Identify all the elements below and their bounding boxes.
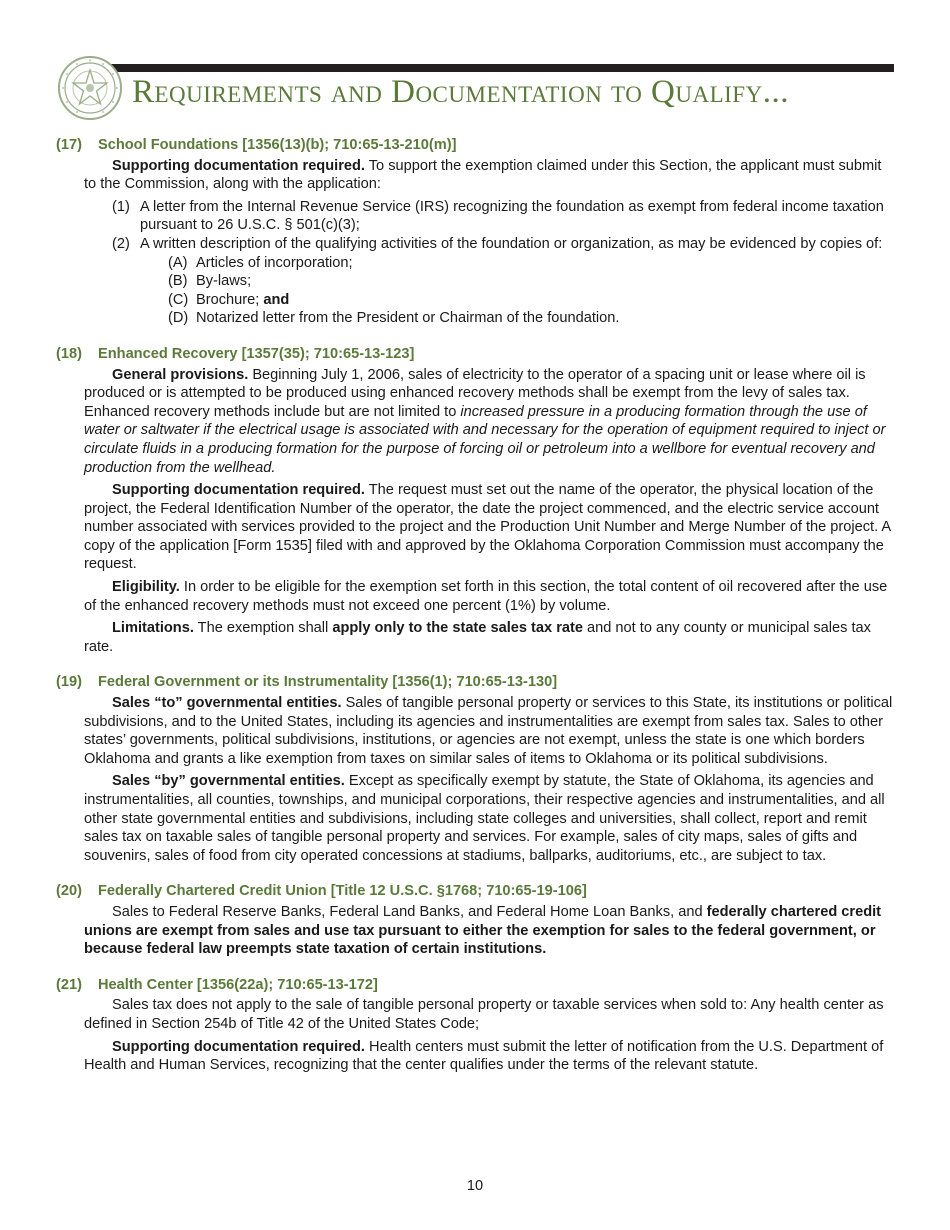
section-21: [56, 976, 896, 1075]
paragraph: [84, 996, 896, 1033]
list-item: [112, 235, 896, 328]
paragraph-text: Beginning July 1, 2006, sales of electricity to the operator of a spacing unit or lease where oil is produced or is attempted to be produced using enhanced recovery methods shall be exempt from the levy of sales tax. Enhanced recovery methods include but are not limited to: [84, 366, 866, 420]
paragraph-text: Except as specifically exempt by statute, the State of Oklahoma, its agencies and instrumentalities, all counties, townships, and municipal corporations, their respective agencies and instrumentalities, and all other state governmental entities and subdivisions, including state colleges and universities, shall collect, report and remit sales tax on taxable sales of tangible personal property and services. For example, sales of city maps, sales of gifts and souvenirs, sales of food from city operated concessions at stadiums, ballparks, auditoriums, etc., are subject to tax.: [84, 773, 885, 864]
section-19: [56, 673, 896, 865]
list-item-bold: and: [263, 291, 290, 308]
paragraph-text: To support the exemption claimed under this Section, the applicant must submit to the Commission, along with the application:: [84, 157, 882, 193]
section-number: (19): [56, 674, 82, 691]
list-item: [168, 309, 896, 328]
section-20: [56, 882, 896, 958]
list-item: [168, 291, 896, 310]
section-number: (20): [56, 883, 82, 900]
paragraph-bold: apply only to the state sales tax rate: [332, 620, 583, 637]
page-title: Requirements and Documentation to Qualify...: [132, 74, 789, 110]
section-heading: [56, 345, 896, 364]
paragraph-text: In order to be eligible for the exemption set forth in this section, the total content of oil recovered after the use of the enhanced recovery methods must not exceed one percent (1%) by volume.: [84, 579, 888, 614]
paragraph: [84, 903, 896, 959]
section-number: (18): [56, 345, 82, 362]
paragraph-text: Sales to Federal Reserve Banks, Federal Land Banks, and Federal Home Loan Banks, and: [112, 903, 707, 920]
paragraph: [84, 1038, 896, 1075]
section-heading: [56, 976, 896, 995]
paragraph-lead: Sales “by” governmental entities.: [112, 773, 345, 790]
list-item-text: Articles of incorporation;: [196, 254, 353, 271]
section-title: Enhanced Recovery [1357(35); 710:65-13-123]: [98, 345, 415, 362]
section-18: [56, 345, 896, 657]
paragraph-text: Sales of tangible personal property or services to this State, its institutions or political subdivisions, and to the United States, including its agencies and instrumentalities are exempt from sales tax. Sales to other states’ governments, political subdivisions, institutions, or agencies are not exempt, unless the state is one which borders Oklahoma and grants a like exemption from taxes on similar sales of items to Oklahoma or its political subdivisions.: [84, 695, 893, 767]
paragraph-text: Sales tax does not apply to the sale of tangible personal property or taxable services when sold to: Any health center as defined in Section 254b of Title 42 of the United States Code;: [84, 997, 884, 1032]
paragraph: [84, 619, 896, 656]
paragraph-lead: Sales “to” governmental entities.: [112, 695, 342, 712]
paragraph-lead: Supporting documentation required.: [112, 1038, 365, 1055]
list-item-text: A letter from the Internal Revenue Service (IRS) recognizing the foundation as exempt from federal income taxation pursuant to 26 U.S.C. § 501(c)(3);: [140, 198, 884, 234]
paragraph: [84, 366, 896, 478]
numbered-list: [112, 198, 896, 328]
paragraph: [84, 481, 896, 574]
paragraph-lead: Eligibility.: [112, 579, 180, 596]
paragraph: [84, 578, 896, 615]
paragraph-lead: General provisions.: [112, 366, 249, 383]
paragraph: [84, 157, 896, 194]
paragraph-lead: Supporting documentation required.: [112, 157, 365, 174]
section-title: Federally Chartered Credit Union [Title 12 U.S.C. §1768; 710:65-19-106]: [98, 883, 587, 900]
list-marker: (1): [112, 198, 130, 215]
list-marker: (B): [168, 273, 188, 290]
section-heading: [56, 882, 896, 901]
section-title: Federal Government or its Instrumentality [1356(1); 710:65-13-130]: [98, 674, 558, 691]
section-title: Health Center [1356(22a); 710:65-13-172]: [98, 976, 378, 993]
list-marker: (A): [168, 254, 188, 271]
paragraph: [84, 772, 896, 865]
list-item-text: A written description of the qualifying activities of the foundation or organization, as may be evidenced by copies of:: [140, 235, 883, 252]
paragraph: [84, 694, 896, 768]
list-marker: (C): [168, 291, 189, 308]
section-title: School Foundations [1356(13)(b); 710:65-13-210(m)]: [98, 137, 457, 153]
paragraph-italic: increased pressure in a producing formation through the use of water or saltwater if the electrical usage is associated with and necessary for the operation of equipment required to inject or circulate fluids in a producing formation for the purpose of forcing oil or petroleum into a wellbore for eventual recovery and production from the wellhead.: [84, 403, 886, 476]
section-number: (21): [56, 976, 82, 993]
section-number: (17): [56, 137, 82, 153]
state-seal-icon: [58, 56, 122, 120]
section-heading: [56, 673, 896, 692]
list-item: [168, 272, 896, 291]
paragraph-lead: Limitations.: [112, 620, 194, 637]
paragraph-text: The request must set out the name of the operator, the physical location of the project, the Federal Identification Number of the operator, the date the project commenced, and the electric service account number associated with services provided to the project and the Production Unit Number and Merge Number of the project. A copy of the application [Form 1535] filed with and approved by the Oklahoma Corporation Commission must accompany the request.: [84, 482, 891, 573]
list-item: [112, 198, 896, 235]
paragraph-text: Health centers must submit the letter of notification from the U.S. Department of Health and Human Services, recognizing that the center qualifies under the terms of the relevant statute.: [84, 1038, 884, 1074]
list-item-text: Notarized letter from the President or Chairman of the foundation.: [196, 310, 620, 327]
list-marker: (2): [112, 235, 130, 252]
paragraph-text: and not to any county or municipal sales tax rate.: [84, 620, 871, 655]
paragraph-text: The exemption shall: [193, 620, 333, 637]
list-item: [168, 254, 896, 273]
paragraph-lead: Supporting documentation required.: [112, 482, 365, 499]
document-body: [56, 136, 896, 1092]
list-marker: (D): [168, 310, 189, 327]
page-number: 10: [466, 1178, 484, 1194]
lettered-list: [168, 254, 896, 328]
list-item-text: Brochure;: [196, 291, 264, 308]
section-heading: [56, 136, 896, 155]
list-item-text: By-laws;: [196, 273, 252, 290]
section-17: [56, 136, 896, 328]
header-rule: [70, 64, 894, 72]
paragraph-bold: federally chartered credit unions are exempt from sales and use tax pursuant to either the exemption for sales to the federal government, or because federal law preempts state taxation of certain institutions.: [84, 903, 882, 958]
